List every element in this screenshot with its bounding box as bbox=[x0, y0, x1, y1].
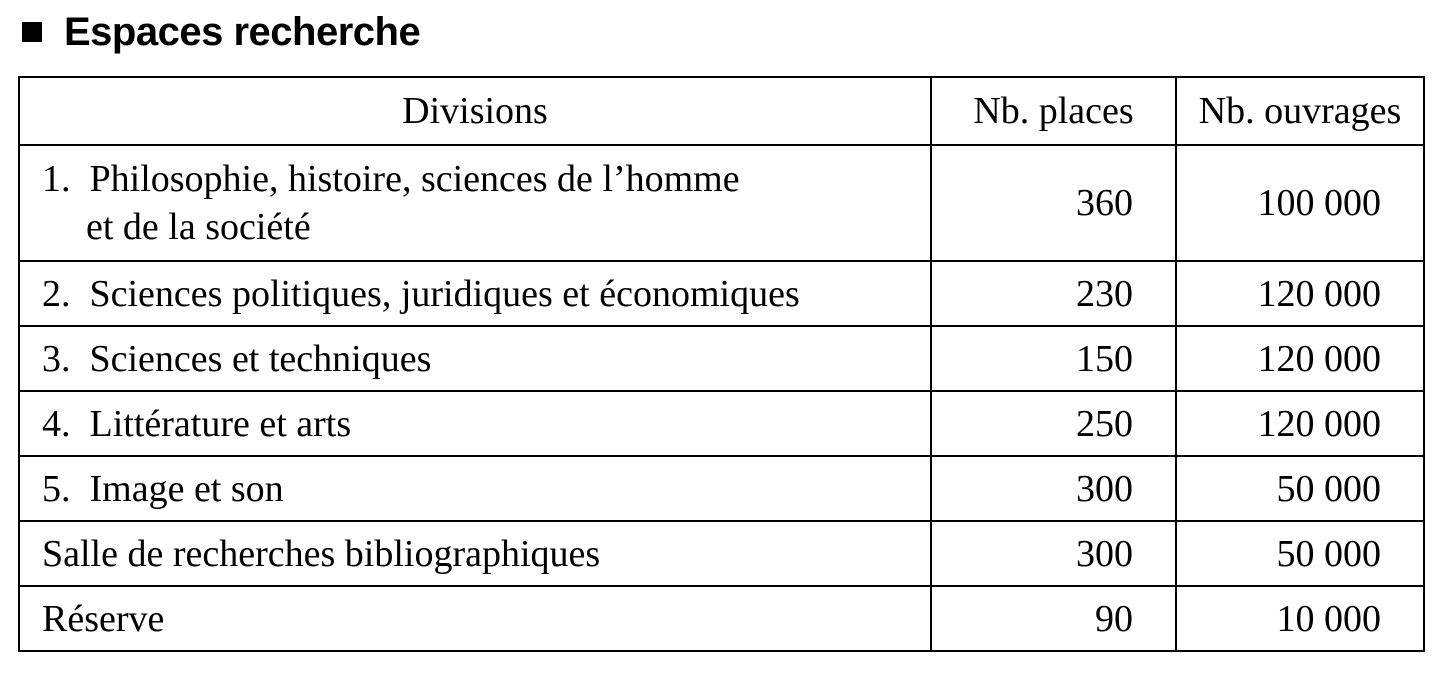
ouvrages-cell: 10 000 bbox=[1176, 586, 1424, 651]
column-header-places: Nb. places bbox=[931, 77, 1176, 145]
ouvrages-cell: 120 000 bbox=[1176, 326, 1424, 391]
ouvrages-cell: 120 000 bbox=[1176, 261, 1424, 326]
places-cell: 150 bbox=[931, 326, 1176, 391]
table-row bbox=[19, 586, 1424, 651]
column-header-ouvrages: Nb. ouvrages bbox=[1176, 77, 1424, 145]
table-row bbox=[19, 456, 1424, 521]
table-row bbox=[19, 521, 1424, 586]
places-cell: 230 bbox=[931, 261, 1176, 326]
square-bullet-icon bbox=[22, 22, 42, 42]
section-title: Espaces recherche bbox=[64, 9, 421, 54]
section-heading bbox=[22, 4, 420, 60]
ouvrages-cell: 50 000 bbox=[1176, 521, 1424, 586]
division-cell: 4. Littérature et arts bbox=[19, 391, 931, 456]
places-cell: 250 bbox=[931, 391, 1176, 456]
column-header-divisions: Divisions bbox=[19, 77, 931, 145]
places-cell: 90 bbox=[931, 586, 1176, 651]
table-row bbox=[19, 261, 1424, 326]
places-cell: 300 bbox=[931, 521, 1176, 586]
ouvrages-cell: 100 000 bbox=[1176, 145, 1424, 261]
table-row bbox=[19, 145, 1424, 261]
research-spaces-table bbox=[18, 76, 1425, 652]
ouvrages-cell: 120 000 bbox=[1176, 391, 1424, 456]
division-label-line2: et de la société bbox=[86, 206, 311, 248]
division-cell: 5. Image et son bbox=[19, 456, 931, 521]
division-label-line1: 1. Philosophie, histoire, sciences de l’homme bbox=[42, 158, 740, 200]
places-cell: 300 bbox=[931, 456, 1176, 521]
division-cell: Salle de recherches bibliographiques bbox=[19, 521, 931, 586]
division-cell bbox=[19, 145, 931, 261]
table-row bbox=[19, 326, 1424, 391]
division-cell: 2. Sciences politiques, juridiques et économiques bbox=[19, 261, 931, 326]
table-header-row bbox=[19, 77, 1424, 145]
division-cell: 3. Sciences et techniques bbox=[19, 326, 931, 391]
table-row bbox=[19, 391, 1424, 456]
division-cell: Réserve bbox=[19, 586, 931, 651]
ouvrages-cell: 50 000 bbox=[1176, 456, 1424, 521]
places-cell: 360 bbox=[931, 145, 1176, 261]
